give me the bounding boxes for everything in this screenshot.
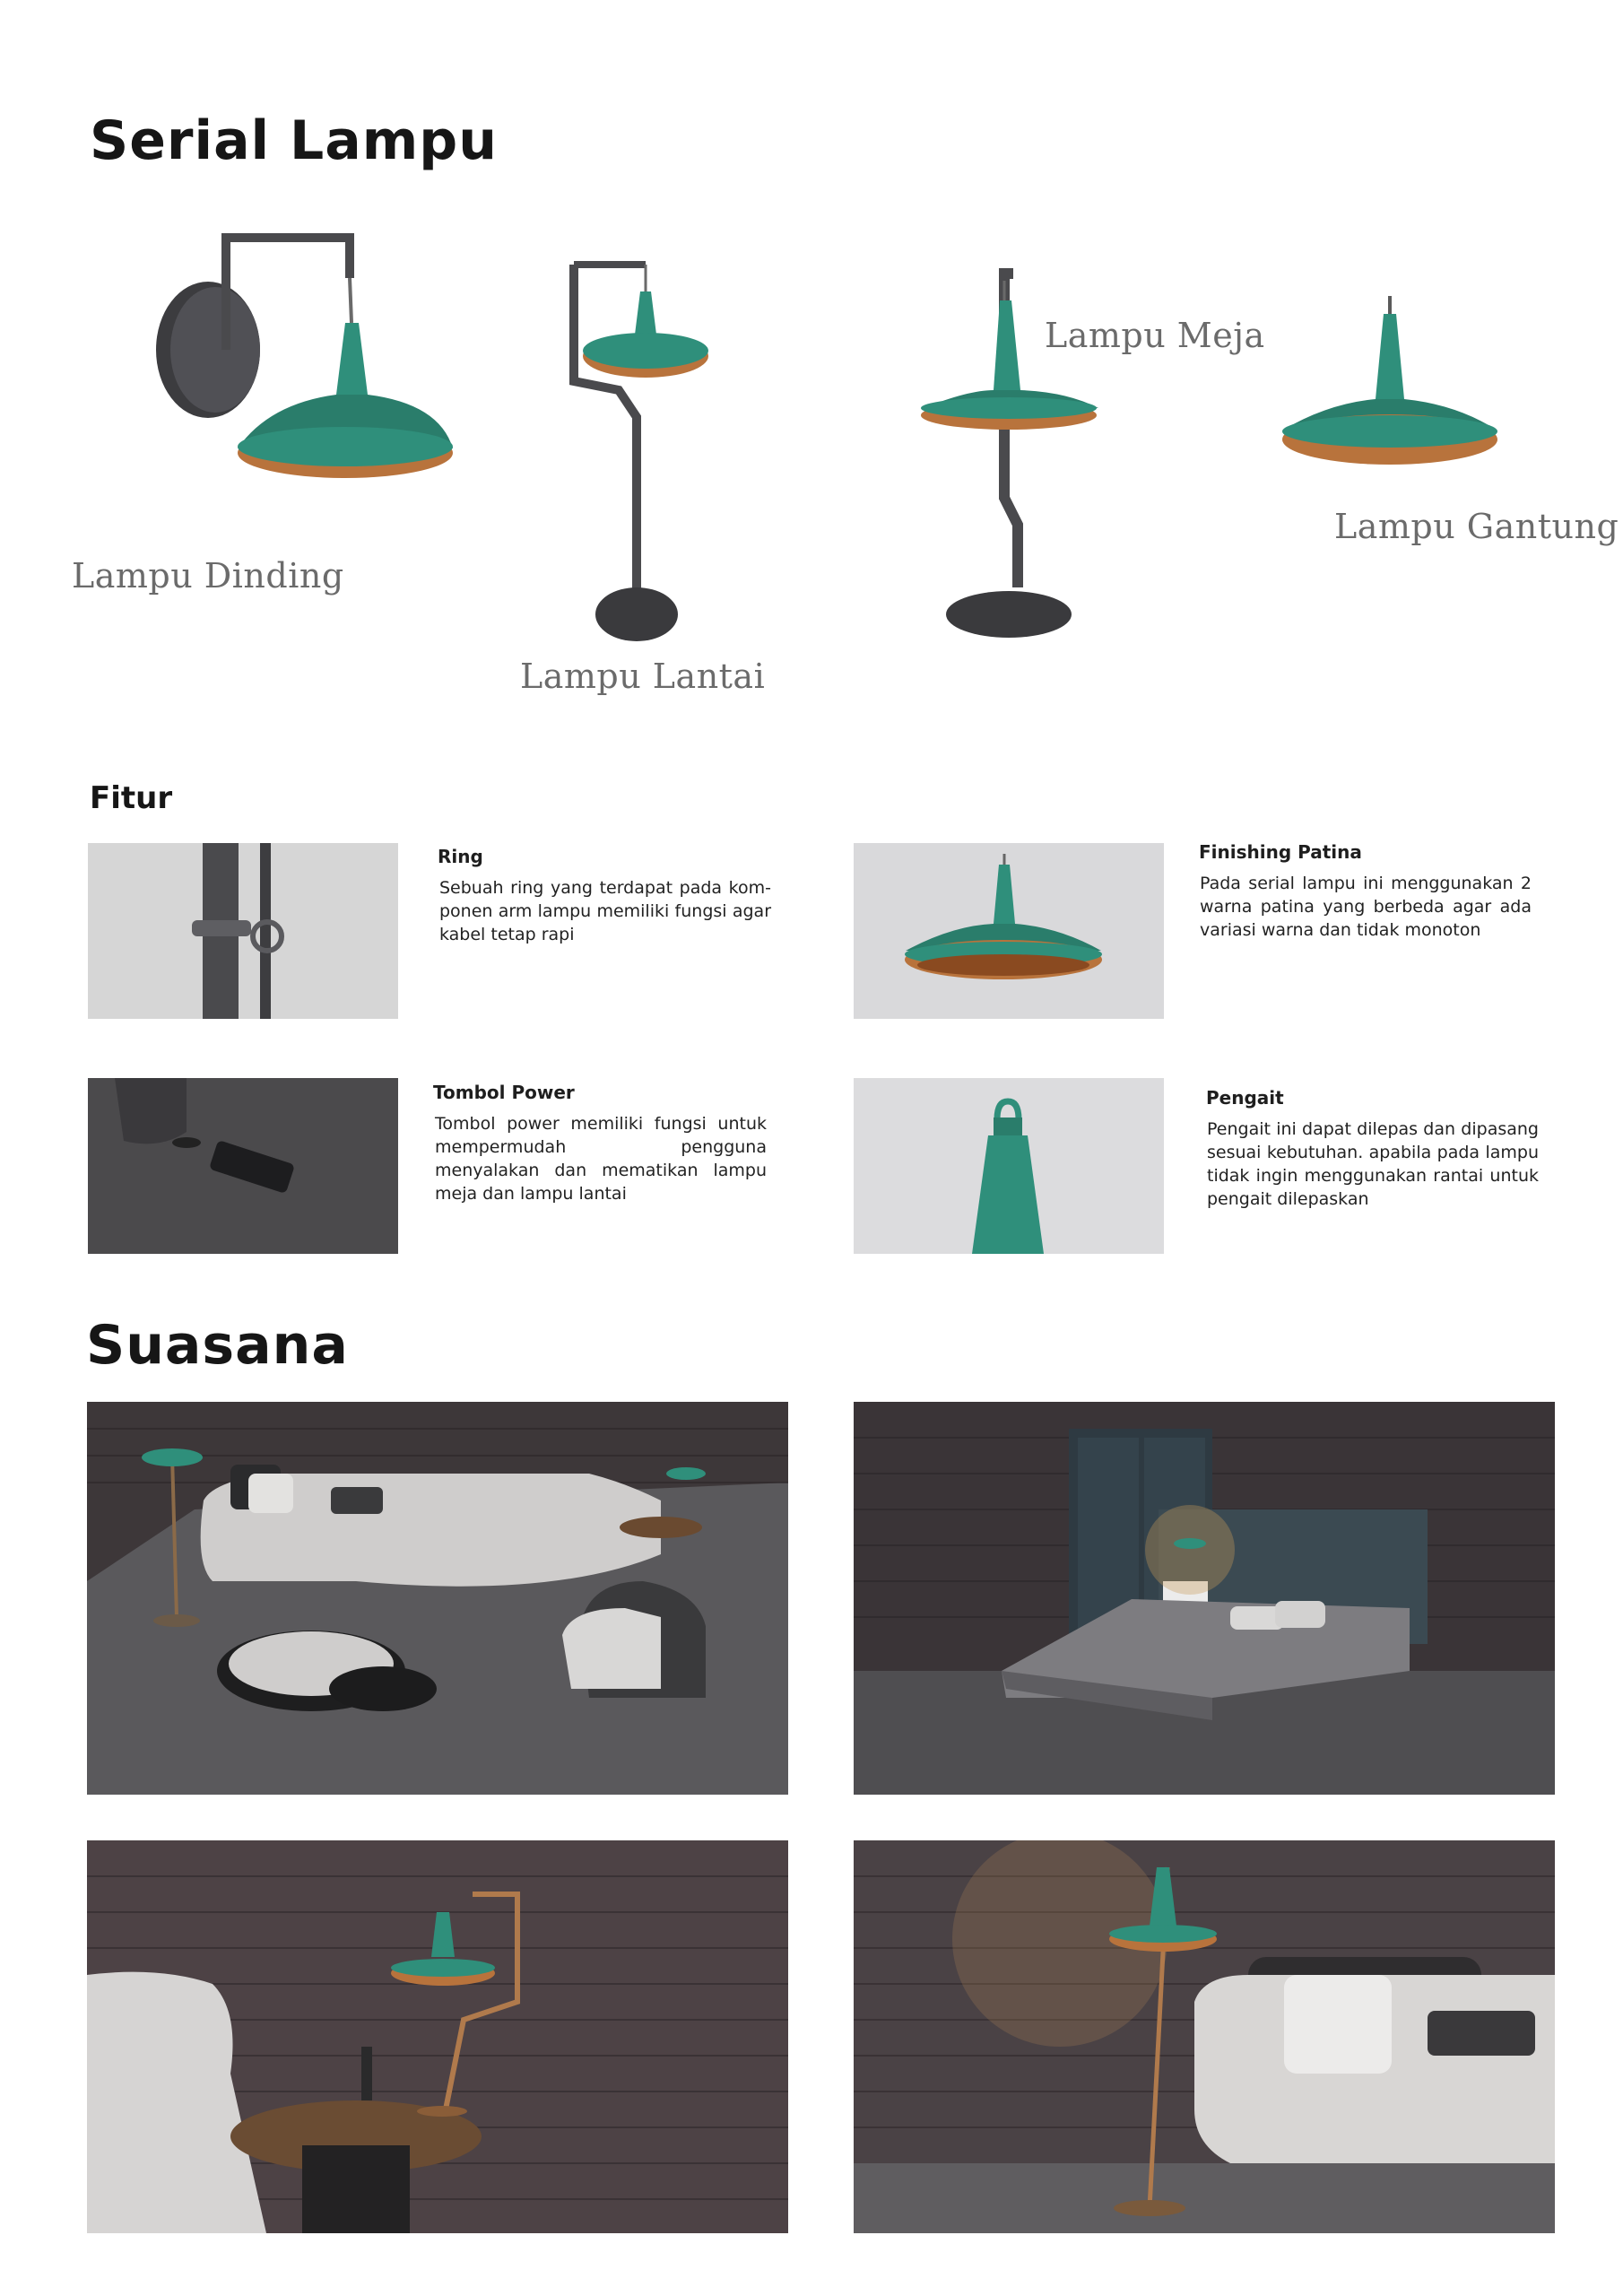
scene-bedroom-image (854, 1402, 1555, 1795)
scene-table-lamp-image (87, 1840, 788, 2233)
feature-title-patina: Finishing Patina (1199, 841, 1362, 863)
page-title: Serial Lampu (90, 109, 498, 172)
caption-lampu-lantai: Lampu Lantai (520, 657, 766, 696)
suasana-heading: Suasana (86, 1314, 349, 1377)
caption-lampu-meja: Lampu Meja (1045, 316, 1265, 355)
patina-feature-image (854, 843, 1164, 1019)
feature-title-power: Tombol Power (433, 1082, 575, 1103)
hook-feature-image (854, 1078, 1164, 1254)
fitur-heading: Fitur (90, 780, 173, 816)
scene-living-room-image (87, 1402, 788, 1795)
feature-desc-power: Tombol power memiliki fungsi untuk mempermudah pengguna menyalakan dan mematikan lampu meja dan lampu lantai (435, 1114, 767, 1204)
pendant-lamp-image (1273, 291, 1506, 480)
floor-lamp-image (556, 256, 717, 650)
ring-feature-image (88, 843, 398, 1019)
feature-desc-patina: Pada serial lampu ini menggunakan 2 warna patina yang berbeda agar ada variasi warna dan tidak monoton (1200, 874, 1532, 940)
wall-lamp-image (152, 224, 466, 511)
caption-lampu-gantung: Lampu Gantung (1334, 507, 1619, 546)
caption-lampu-dinding: Lampu Dinding (72, 556, 344, 596)
feature-desc-pengait: Pengait ini dapat dilepas dan dipasang sesuai kebutuhan. apabila pada lampu tidak ingin menggunakan rantai untuk pengait dilepaskan (1207, 1119, 1539, 1209)
feature-title-pengait: Pengait (1206, 1087, 1284, 1109)
feature-desc-ring: Sebuah ring yang terdapat pada kom-ponen arm lampu memiliki fungsi agar kabel tetap rapi (439, 878, 771, 944)
power-button-feature-image (88, 1078, 398, 1254)
scene-floor-lamp-image (854, 1840, 1555, 2233)
feature-title-ring: Ring (438, 846, 483, 867)
